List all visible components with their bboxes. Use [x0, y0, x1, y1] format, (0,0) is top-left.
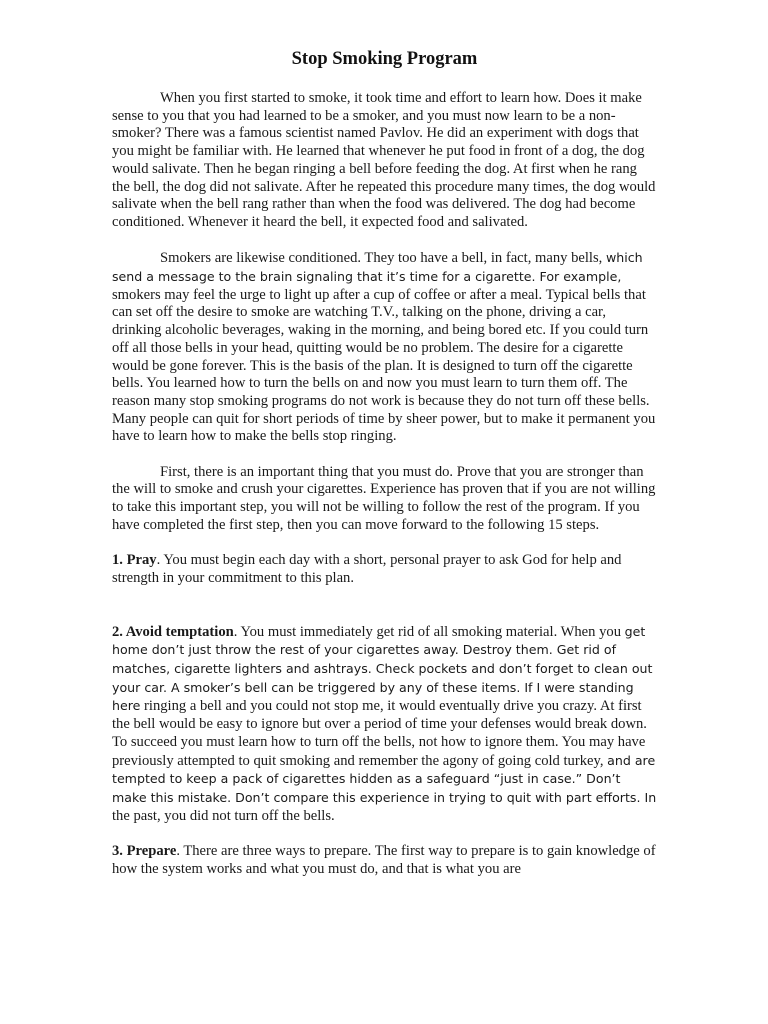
document-body — [112, 46, 657, 878]
paragraph-conditioning-part-1: Smokers are likewise conditioned. They too have a bell, in fact, many bells, — [160, 250, 603, 267]
step-2-text-part-2: get home don’t just throw the rest of your cigarettes away. Destroy them. Get rid of matches, cigarette lighters and ashtrays. Check pockets and don’t forget to clean out your car. A smoker’s bell can be triggered by any of these items. If I were standing here — [112, 623, 653, 714]
document-title: Stop Smoking Program — [291, 49, 478, 69]
paragraph-conditioning — [112, 249, 657, 446]
paragraph-conditioning-part-2: which send a message to the brain signaling that it’s time for a cigarette. For example, — [112, 250, 643, 285]
paragraph-conditioning-part-3: smokers may feel the urge to light up after a cup of coffee or after a meal. Typical bells that can set off the desire to smoke are watching T.V., talking on the phone, driving a car, drinking alcoholic beverages, waking in the morning, and being bored etc. If you could turn off all those bells in your head, quitting would be no problem. The desire for a cigarette would be gone forever. This is the basis of the plan. It is designed to turn off the cigarette bells. You learned how to turn the bells on and now you must learn to turn them off. The reason many stop smoking programs do not work is because they do not turn off these bells. Many people can quit for short periods of time by sheer power, but to make it permanent you have to learn how to make the bells stop ringing. — [112, 286, 656, 445]
step-2-text-part-1: . You must immediately get rid of all smoking material. When you — [233, 623, 621, 640]
step-3-text: . There are three ways to prepare. The first way to prepare is to gain knowledge of how the system works and what you must do, and that is what you are — [112, 843, 656, 877]
step-2-text-part-3: ringing a bell and you could not stop me, it would eventually drive you crazy. At first the bell would be easy to ignore but over a period of time your defenses would break down. To succeed you must learn how to turn off the bells, not how to ignore them. You may have previously attempted to quit smoking and remember the agony of going cold turkey, — [112, 698, 647, 769]
step-2-text-part-5: the past, you did not turn off the bells. — [112, 807, 335, 824]
step-3-heading: 3. Prepare — [112, 843, 177, 860]
step-1-text: . You must begin each day with a short, personal prayer to ask God for help and strength in your commitment to this plan. — [112, 552, 622, 586]
step-1-heading: 1. Pray — [112, 552, 157, 569]
paragraph-first-step: First, there is an important thing that you must do. Prove that you are stronger than the will to smoke and crush your cigarettes. Experience has proven that if you are not willing to take this important step, you will not be willing to follow the rest of the program. If you have completed the first step, then you can move forward to the following 15 steps. — [112, 463, 656, 533]
step-3-prepare — [112, 843, 657, 878]
step-2-avoid-temptation — [112, 623, 657, 826]
paragraph-pavlov: When you first started to smoke, it took time and effort to learn how. Does it make sense to you that you had learned to be a smoker, and you must now learn to be a non-smoker? There was a famous scientist named Pavlov. He did an experiment with dogs that you might be familiar with. He learned that whenever he put food in front of a dog, the dog would salivate. Then he began ringing a bell before feeding the dog. At first when he rang the bell, the dog did not salivate. After he repeated this procedure many times, the dog would salivate when the bell rang rather than when the food was delivered. The dog had become conditioned. Whenever it heard the bell, it expected food and salivated. — [112, 90, 656, 230]
step-2-text-part-4: and are tempted to keep a pack of cigarettes hidden as a safeguard “just in case.” Don’t make this mistake. Don’t compare this experience in trying to quit with part efforts. In — [112, 752, 657, 805]
step-2-heading: 2. Avoid temptation — [112, 623, 234, 640]
step-1-pray — [112, 552, 657, 587]
